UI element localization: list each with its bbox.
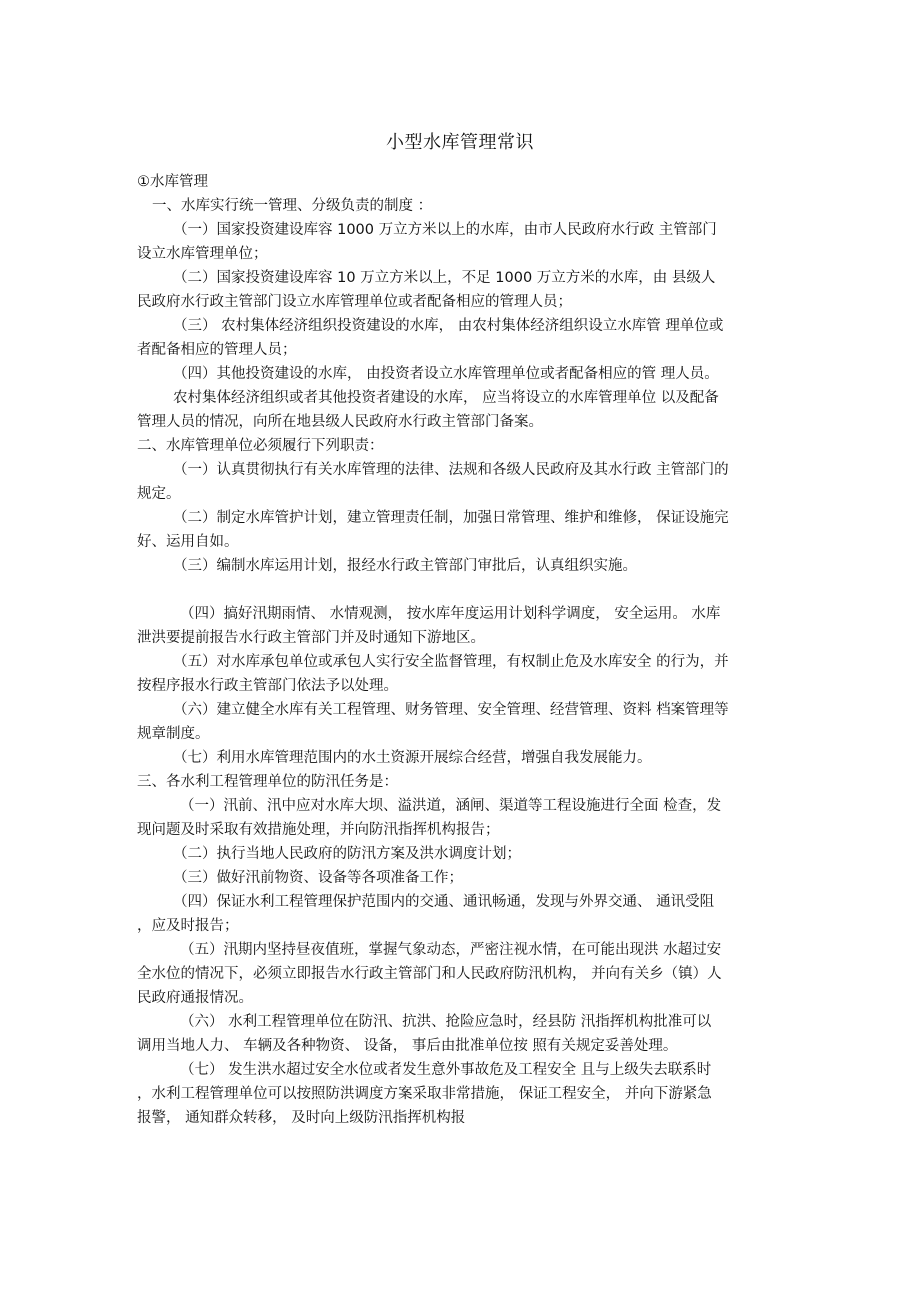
paragraph-line: （五）汛期内坚持昼夜值班，掌握气象动态，严密注视水情，在可能出现洪 水超过安 [180, 942, 722, 958]
section-heading: 一、水库实行统一管理、分级负责的制度 ： [152, 198, 433, 214]
paragraph-line: （三） 农村集体经济组织投资建设的水库， 由农村集体经济组织设立水库管 理单位或 [173, 318, 724, 334]
paragraph-line: （四）搞好汛期雨情、 水情观测， 按水库年度运用计划科学调度， 安全运用。 水库 [180, 606, 721, 622]
paragraph-line: （二）国家投资建设库容 10 万立方米以上，不足 1000 万立方米的水库，由 县级人 [173, 270, 716, 286]
paragraph-line: （一）国家投资建设库容 1000 万立方米以上的水库，由市人民政府水行政 主管部门 [173, 222, 717, 238]
blank-line [137, 578, 797, 602]
section-heading: 二、水库管理单位必须履行下列职责： [137, 438, 384, 454]
paragraph-line: （四）保证水利工程管理保护范围内的交通、通讯畅通，发现与外界交通、 通讯受阻 [173, 894, 715, 910]
paragraph-line: 泄洪要提前报告水行政主管部门并及时通知下游地区。 [137, 630, 485, 646]
paragraph-line: （三）编制水库运用计划，报经水行政主管部门审批后，认真组织实施。 [173, 558, 637, 574]
paragraph-line: 规定。 [137, 486, 181, 502]
paragraph-line: 规章制度。 [137, 726, 210, 742]
paragraph-line: （二）执行当地人民政府的防汛方案及洪水调度计划； [173, 846, 521, 862]
paragraph-line: 民政府水行政主管部门设立水库管理单位或者配备相应的管理人员； [137, 294, 572, 310]
paragraph-line: 农村集体经济组织或者其他投资者建设的水库， 应当将设立的水库管理单位 以及配备 [173, 390, 719, 406]
paragraph-line: （一）汛前、汛中应对水库大坝、溢洪道，涵闸、渠道等工程设施进行全面 检查，发 [180, 798, 722, 814]
paragraph-line: 全水位的情况下，必须立即报告水行政主管部门和人民政府防汛机构， 并向有关乡（镇）人 [137, 966, 722, 982]
paragraph-line: 报警， 通知群众转移， 及时向上级防汛指挥机构报 [137, 1110, 466, 1126]
paragraph-line: （六）建立健全水库有关工程管理、财务管理、安全管理、经营管理、资料 档案管理等 [173, 702, 729, 718]
paragraph-line: （二）制定水库管护计划，建立管理责任制，加强日常管理、维护和维修， 保证设施完 [173, 510, 729, 526]
paragraph-line: 民政府通报情况。 [137, 990, 253, 1006]
paragraph-line: 设立水库管理单位； [137, 246, 268, 262]
document-body [137, 170, 797, 1130]
section-heading: ①水库管理 [137, 174, 208, 190]
paragraph-line: （七） 发生洪水超过安全水位或者发生意外事故危及工程安全 且与上级失去联系时 [180, 1062, 712, 1078]
paragraph-line: （七）利用水库管理范围内的水土资源开展综合经营，增强自我发展能力。 [173, 750, 652, 766]
paragraph-line: 管理人员的情况，向所在地县级人民政府水行政主管部门备案。 [137, 414, 543, 430]
paragraph-line: 好、运用自如。 [137, 534, 239, 550]
paragraph-line: 者配备相应的管理人员； [137, 342, 297, 358]
paragraph-line: （一）认真贯彻执行有关水库管理的法律、法规和各级人民政府及其水行政 主管部门的 [173, 462, 729, 478]
paragraph-line: 现问题及时采取有效措施处理，并向防汛指挥机构报告； [137, 822, 500, 838]
paragraph-line: （三）做好汛前物资、设备等各项准备工作； [173, 870, 463, 886]
paragraph-line: ，应及时报告； [137, 918, 239, 934]
document-title: 小型水库管理常识 [386, 132, 534, 153]
paragraph-line: 按程序报水行政主管部门依法予以处理。 [137, 678, 398, 694]
paragraph-line: （五）对水库承包单位或承包人实行安全监督管理，有权制止危及水库安全 的行为，并 [173, 654, 729, 670]
paragraph-line: 调用当地人力、 车辆及各种物资、 设备， 事后由批准单位按 照有关规定妥善处理。 [137, 1038, 678, 1054]
paragraph-line: ，水利工程管理单位可以按照防洪调度方案采取非常措施， 保证工程安全， 并向下游紧急 [137, 1086, 712, 1102]
section-heading: 三、各水利工程管理单位的防汛任务是： [137, 774, 398, 790]
paragraph-line: （四）其他投资建设的水库， 由投资者设立水库管理单位或者配备相应的管 理人员。 [173, 366, 719, 382]
paragraph-line: （六） 水利工程管理单位在防汛、抗洪、抢险应急时，经县防 汛指挥机构批准可以 [180, 1014, 712, 1030]
